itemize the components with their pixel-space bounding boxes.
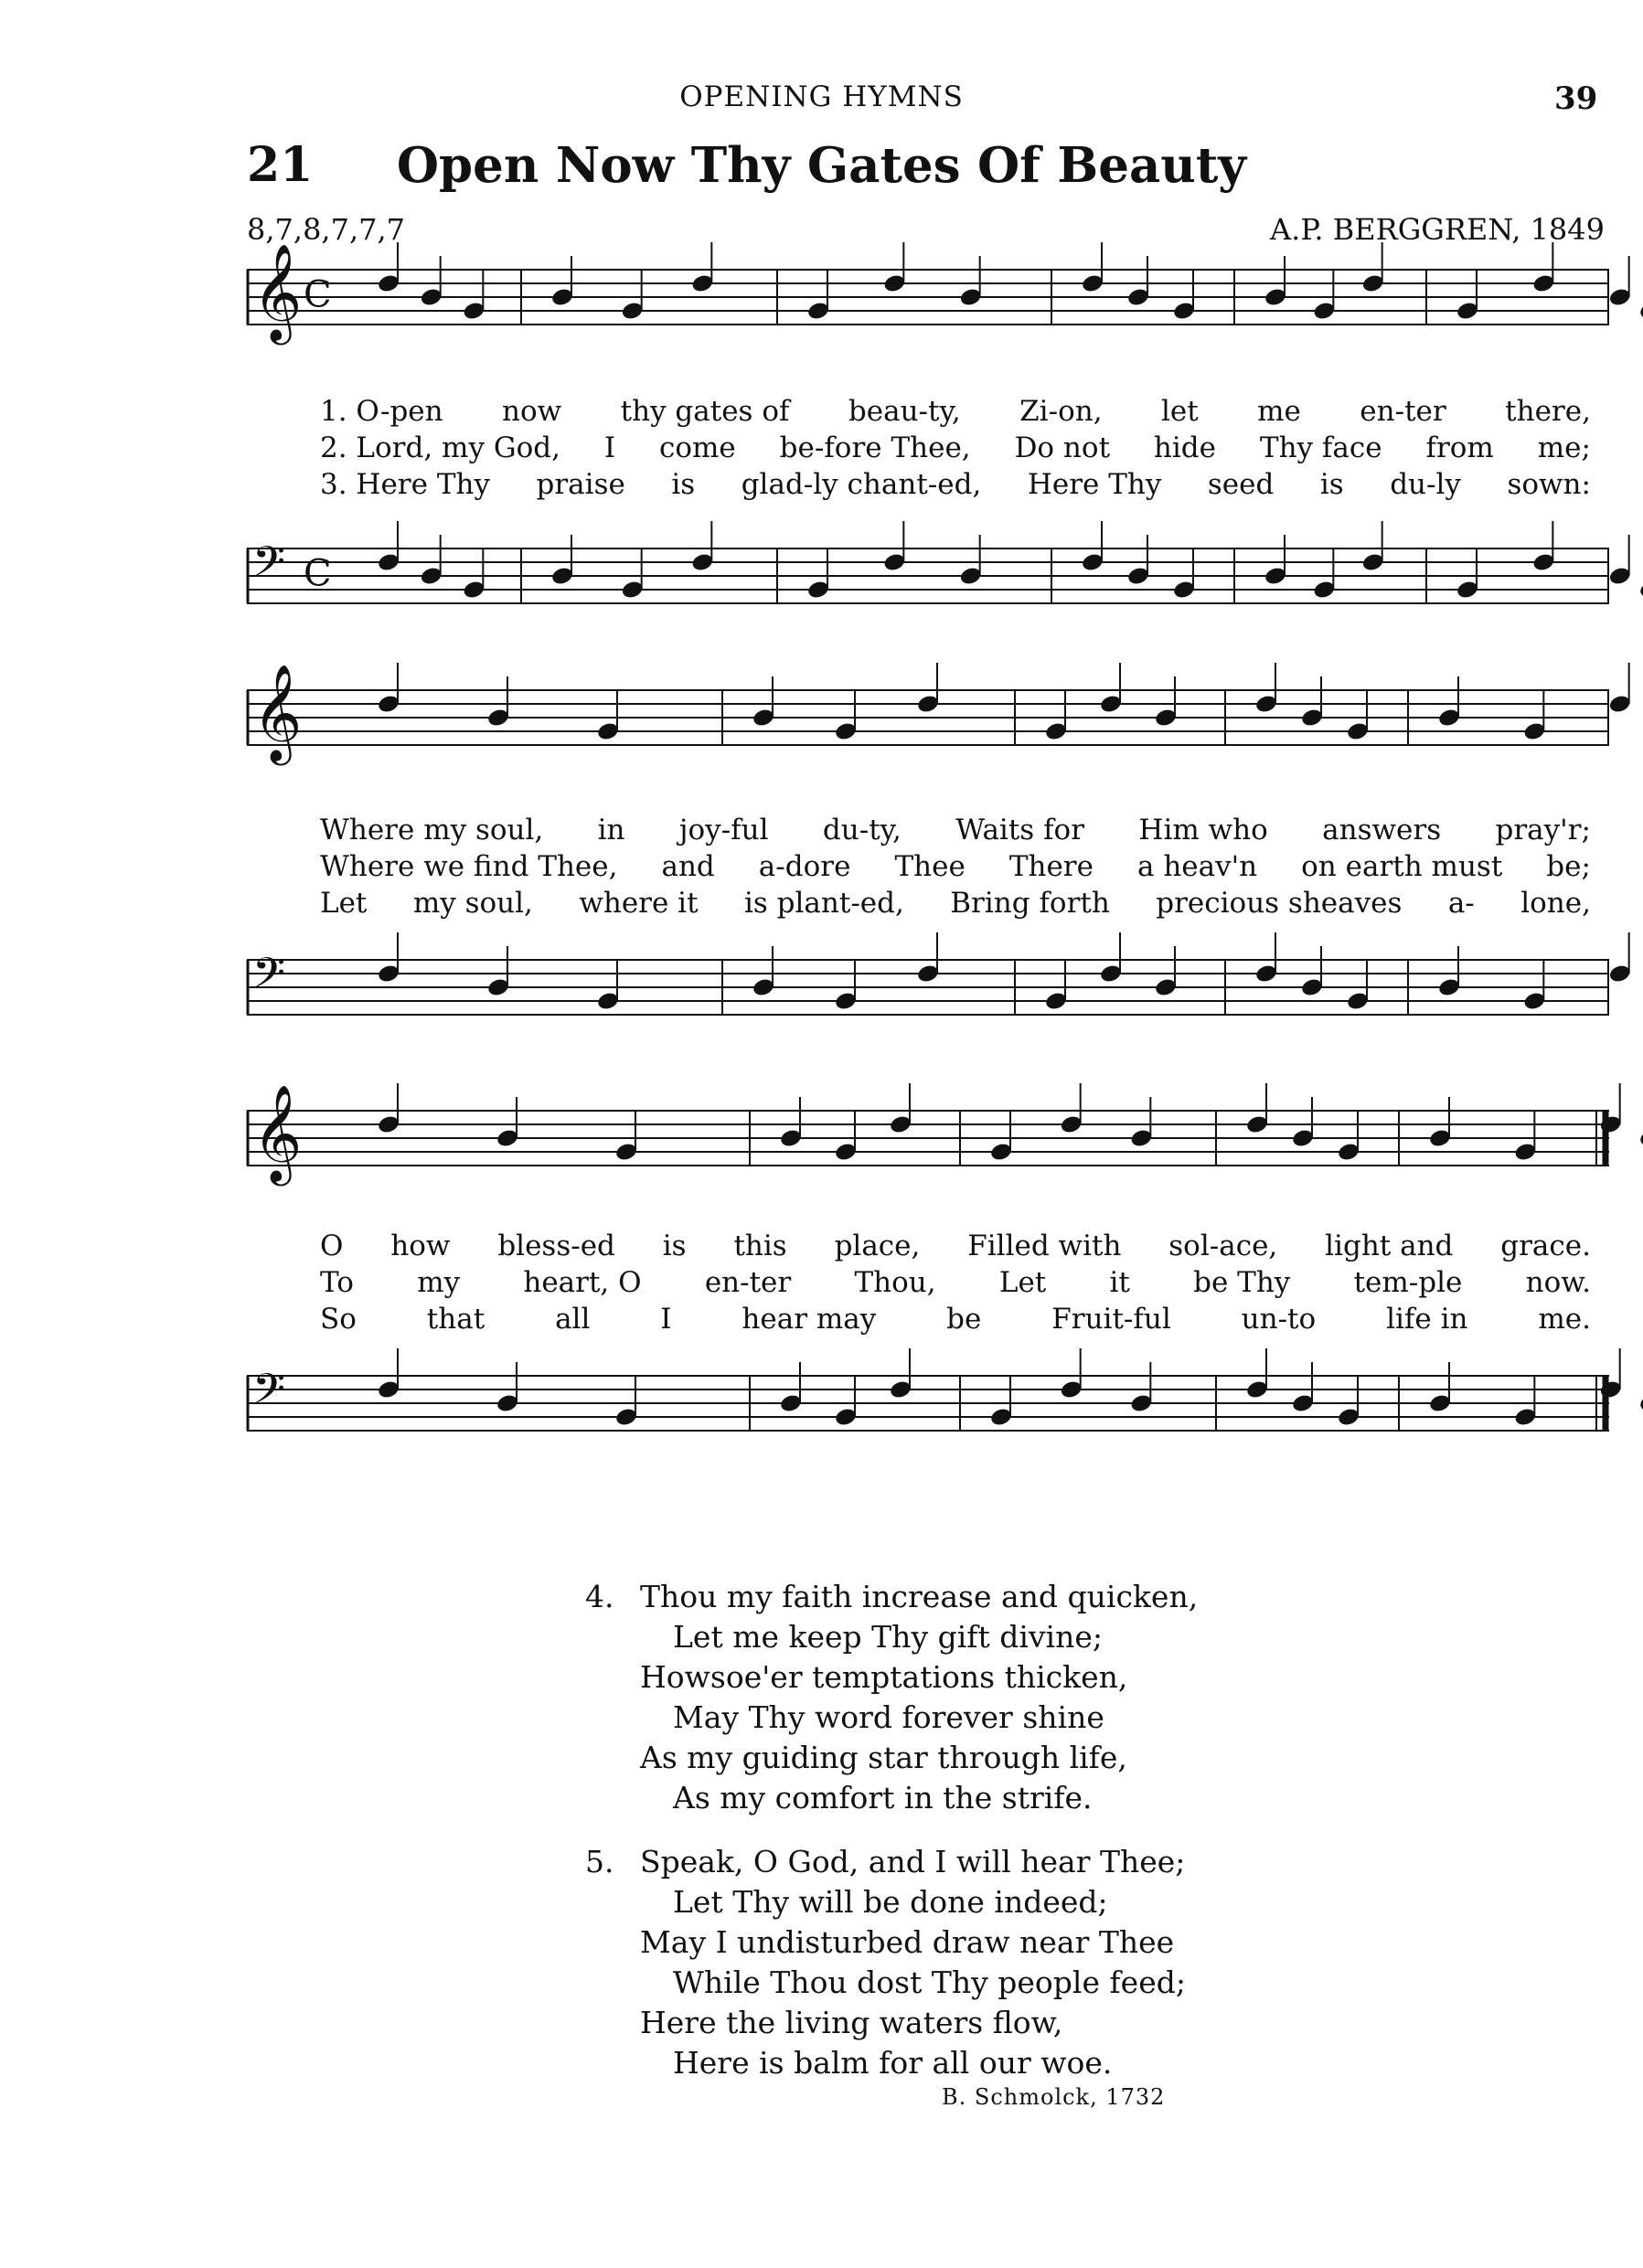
lyric-syllable: heart, O <box>523 1266 642 1299</box>
lyric-syllable: how <box>390 1230 451 1262</box>
bass-clef-icon: 𝄢 <box>252 949 286 1008</box>
treble-clef-icon: 𝄞 <box>252 242 303 341</box>
verse-line <box>640 1698 1317 1738</box>
lyric-syllable: and <box>661 850 715 883</box>
verse-text: May I undisturbed draw near Thee <box>640 1924 1175 1960</box>
lyric-syllable: beau-ty, <box>848 395 961 428</box>
lyric-syllable: let <box>1160 395 1199 428</box>
lyric-syllable: sown: <box>1507 468 1591 501</box>
lyric-syllable: now <box>502 395 562 428</box>
lyric-syllable: where it <box>579 887 699 920</box>
verse-text: Howsoe'er temptations thicken, <box>640 1659 1128 1695</box>
lyric-syllable: Where we find Thee, <box>320 850 618 883</box>
lyric-syllable: There <box>1008 850 1094 883</box>
lyric-syllable: Filled with <box>967 1230 1122 1262</box>
lyric-syllable: it <box>1109 1266 1130 1299</box>
verse-text: Here the living waters flow, <box>640 2005 1063 2040</box>
lyric-syllable: Here Thy <box>1027 468 1162 501</box>
lyric-syllable: lone, <box>1520 887 1591 920</box>
note-head <box>1638 1128 1643 1149</box>
bass-staff <box>247 942 1609 1033</box>
lyric-syllable: glad-ly chant-ed, <box>741 468 982 501</box>
lyric-line <box>320 1230 1591 1266</box>
lyric-syllable: me. <box>1538 1303 1591 1336</box>
lyric-syllable: thy gates of <box>620 395 790 428</box>
composer-credit: A.P. BERGGREN, 1849 <box>1270 212 1605 247</box>
lyric-syllable: To <box>320 1266 354 1299</box>
lyric-syllable: is <box>1319 468 1344 501</box>
lyric-syllable: Let <box>320 887 368 920</box>
lyric-line <box>320 887 1591 923</box>
lyric-syllable: Thou, <box>854 1266 936 1299</box>
lyric-syllable: from <box>1425 431 1494 464</box>
bass-clef-icon: 𝄢 <box>252 538 286 597</box>
lyric-line <box>320 468 1591 505</box>
lyric-syllable: 2. Lord, my God, <box>320 431 560 464</box>
section-label: OPENING HYMNS <box>679 80 964 113</box>
verse-line <box>640 1617 1317 1657</box>
lyric-syllable: precious sheaves <box>1156 887 1403 920</box>
verse-text: As my comfort in the strife. <box>673 1780 1093 1815</box>
lyric-syllable: grace. <box>1500 1230 1591 1262</box>
lyric-syllable: I <box>660 1303 672 1336</box>
lyric-syllable: Him who <box>1138 814 1268 847</box>
lyric-syllable: Let <box>998 1266 1047 1299</box>
lyric-syllable: So <box>320 1303 357 1336</box>
verse <box>585 1577 1317 1818</box>
text-author: B. Schmolck, 1732 <box>942 2084 1166 2110</box>
lyric-syllable: my <box>417 1266 461 1299</box>
lyric-syllable: en-ter <box>1360 395 1446 428</box>
lyric-syllable: that <box>426 1303 485 1336</box>
lyric-syllable: Thy face <box>1259 431 1382 464</box>
extra-verses <box>585 1577 1317 2107</box>
lyric-syllable: Fruit-ful <box>1051 1303 1171 1336</box>
lyric-syllable: a- <box>1447 887 1475 920</box>
lyric-syllable: a heav'n <box>1136 850 1258 883</box>
verse-text: Speak, O God, and I will hear Thee; <box>640 1844 1186 1879</box>
lyric-syllable: en-ter <box>704 1266 792 1299</box>
lyric-line <box>320 850 1591 887</box>
lyric-syllable: Waits for <box>955 814 1085 847</box>
lyric-line <box>320 395 1591 431</box>
lyric-syllable: place, <box>834 1230 921 1262</box>
lyric-syllable: pray'r; <box>1495 814 1591 847</box>
verse-line <box>640 1963 1317 2003</box>
lyric-line <box>320 431 1591 468</box>
lyric-syllable: I <box>603 431 616 464</box>
lyric-line <box>320 814 1591 850</box>
treble-staff <box>247 663 1609 763</box>
verse-number: 4. <box>585 1579 614 1614</box>
note-head <box>1638 580 1643 601</box>
verse-text: Let me keep Thy gift divine; <box>673 1619 1103 1655</box>
lyric-syllable: there, <box>1505 395 1591 428</box>
bass-clef-icon: 𝄢 <box>252 1365 286 1424</box>
verse-line <box>640 1778 1317 1818</box>
treble-staff <box>247 1083 1609 1184</box>
note-head <box>1638 301 1643 322</box>
verse-text: Thou my faith increase and quicken, <box>640 1579 1199 1614</box>
lyric-syllable: joy-ful <box>678 814 769 847</box>
lyric-line <box>320 1266 1591 1303</box>
lyric-syllable: Bring forth <box>950 887 1110 920</box>
verse-text: As my guiding star through life, <box>640 1740 1127 1775</box>
lyric-syllable: is plant-ed, <box>743 887 904 920</box>
note-head <box>1638 1393 1643 1414</box>
lyric-syllable: be Thy <box>1193 1266 1291 1299</box>
verse-text: Here is balm for all our woe. <box>673 2045 1113 2081</box>
lyric-syllable: un-to <box>1241 1303 1317 1336</box>
lyric-syllable: in <box>597 814 625 847</box>
lyric-syllable: hide <box>1153 431 1216 464</box>
verse-line <box>640 2043 1317 2083</box>
lyric-syllable: Thee <box>894 850 966 883</box>
verse-text: May Thy word forever shine <box>673 1699 1104 1735</box>
verse-line <box>640 1882 1317 1922</box>
lyric-syllable: a-dore <box>758 850 851 883</box>
lyric-syllable: is <box>662 1230 687 1262</box>
lyric-syllable: all <box>555 1303 591 1336</box>
verse-line <box>585 1577 1317 1617</box>
bass-staff <box>247 530 1609 622</box>
treble-clef-icon: 𝄞 <box>252 663 303 761</box>
lyric-syllable: seed <box>1207 468 1275 501</box>
lyric-syllable: O <box>320 1230 344 1262</box>
lyric-syllable: life in <box>1386 1303 1468 1336</box>
lyric-syllable: answers <box>1322 814 1442 847</box>
lyric-syllable: praise <box>536 468 625 501</box>
lyric-syllable: light and <box>1325 1230 1454 1262</box>
bass-staff <box>247 1358 1609 1449</box>
lyric-line <box>320 1303 1591 1339</box>
time-signature-icon: C <box>304 552 332 595</box>
lyric-syllable: 1. O-pen <box>320 395 443 428</box>
lyric-syllable: now. <box>1525 1266 1591 1299</box>
lyric-syllable: my soul, <box>412 887 533 920</box>
verse-line <box>585 1842 1317 1882</box>
lyric-syllable: du-ty, <box>822 814 902 847</box>
lyric-syllable: be <box>946 1303 982 1336</box>
treble-staff <box>247 242 1609 343</box>
time-signature-icon: C <box>304 273 332 316</box>
lyric-syllable: come <box>658 431 736 464</box>
lyric-syllable: be; <box>1546 850 1591 883</box>
verse-text: Let Thy will be done indeed; <box>673 1884 1108 1920</box>
lyric-syllable: Zi-on, <box>1019 395 1103 428</box>
lyric-syllable: tem-ple <box>1353 1266 1463 1299</box>
verse-text: While Thou dost Thy people feed; <box>673 1965 1186 2000</box>
lyric-syllable: sol-ace, <box>1168 1230 1278 1262</box>
verse <box>585 1842 1317 2083</box>
lyric-syllable: me; <box>1537 431 1591 464</box>
lyric-syllable: this <box>733 1230 787 1262</box>
lyric-syllable: hear may <box>741 1303 877 1336</box>
lyric-syllable: bless-ed <box>497 1230 615 1262</box>
lyric-syllable: on earth must <box>1301 850 1503 883</box>
page-number: 39 <box>1554 80 1598 117</box>
lyric-syllable: Do not <box>1014 431 1111 464</box>
verse-line <box>640 1657 1317 1698</box>
verse-line <box>640 1922 1317 1963</box>
hymn-title: Open Now Thy Gates Of Beauty <box>396 137 1247 194</box>
lyric-syllable: is <box>671 468 696 501</box>
lyric-syllable: du-ly <box>1390 468 1461 501</box>
verse-line <box>640 1738 1317 1778</box>
treble-clef-icon: 𝄞 <box>252 1083 303 1182</box>
verse-line <box>640 2003 1317 2043</box>
verse-number: 5. <box>585 1844 614 1879</box>
lyric-syllable: be-fore Thee, <box>779 431 971 464</box>
lyric-syllable: Where my soul, <box>320 814 544 847</box>
lyric-syllable: 3. Here Thy <box>320 468 490 501</box>
hymn-meter: 8,7,8,7,7,7 <box>247 212 406 247</box>
lyric-syllable: me <box>1257 395 1301 428</box>
hymn-number: 21 <box>247 137 314 193</box>
